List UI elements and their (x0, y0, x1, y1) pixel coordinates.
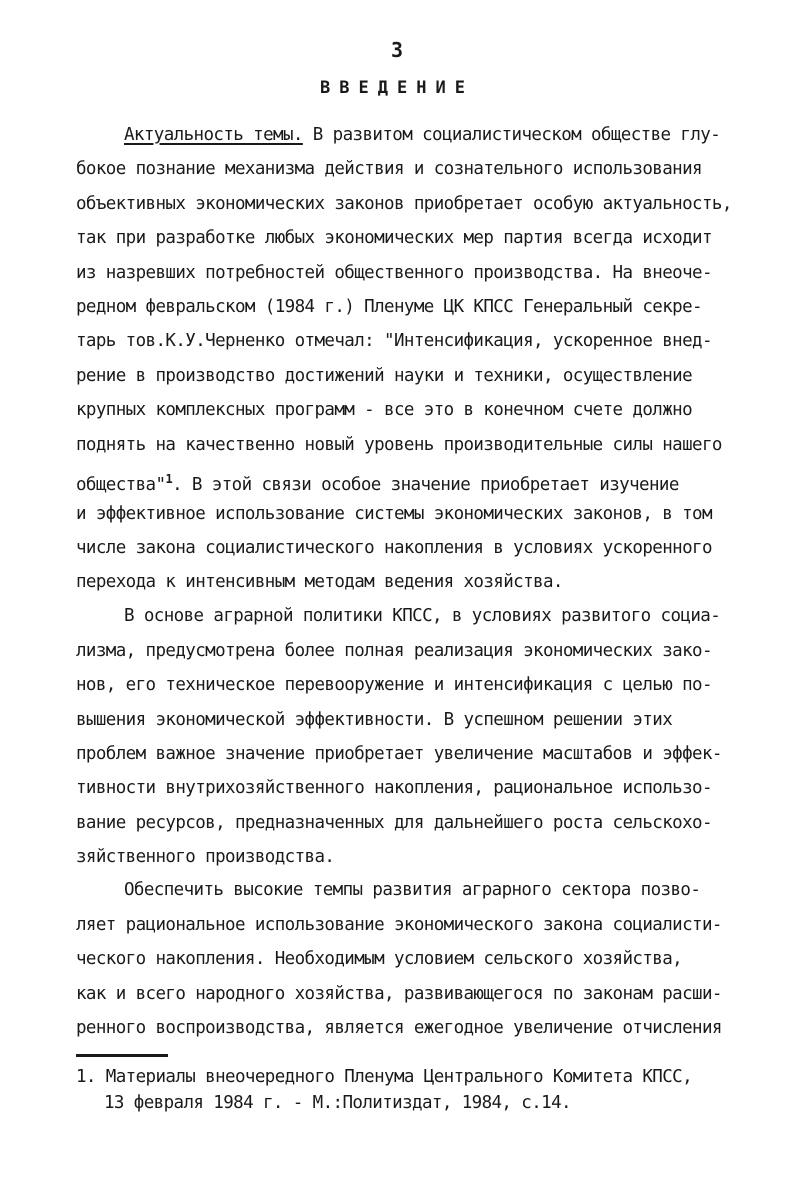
paragraph-3-line-1: Обеспечить высокие темпы развития аграрного сектора позво- (124, 880, 701, 900)
paragraph-3-line-4: как и всего народного хозяйства, развивающегося по законам расши- (76, 984, 722, 1004)
paragraph-1-line-13: числе закона социалистического накопления в условиях ускоренного (76, 538, 712, 558)
paragraph-1-line-1-text: В развитом социалистическом обществе глу- (302, 125, 721, 145)
paragraph-1-line-10: поднять на качественно новый уровень производительные силы нашего (76, 435, 722, 455)
paragraph-1-line-3: объективных экономических законов приобретает особую актуальность, (76, 194, 732, 214)
paragraph-1-line-2: бокое познание механизма действия и сознательного использования (76, 159, 702, 179)
paragraph-2-line-1: В основе аграрной политики КПСС, в условиях развитого социа- (124, 606, 721, 626)
footnote-line-1 (76, 1066, 692, 1088)
footnote-line-2: 13 февраля 1984 г. - М.:Политиздат, 1984, с.14. (104, 1093, 571, 1113)
paragraph-1-line-14: перехода к интенсивным методам ведения хозяйства. (76, 572, 563, 592)
footnote-reference: 1 (165, 472, 173, 486)
paragraph-1-line-5: из назревших потребностей общественного производства. На внеоче- (76, 263, 712, 283)
page-number: 3 (390, 38, 404, 62)
paragraph-3-line-3: ческого накопления. Необходимым условием сельского хозяйства, (76, 949, 683, 969)
paragraph-1-line-11 (76, 468, 679, 496)
paragraph-1-line-9: крупных комплексных программ - все это в конечном счете должно (76, 400, 693, 420)
topic-relevance-label: Актуальность темы. (124, 125, 303, 145)
paragraph-1-line-7: тарь тов.К.У.Черненко отмечал: "Интенсификация, ускоренное внед- (76, 331, 712, 351)
paragraph-1-line-11-text-a: общества" (76, 474, 166, 495)
paragraph-1-line-4: так при разработке любых экономических мер партия всегда исходит (76, 228, 712, 248)
paragraph-1-line-1 (124, 124, 720, 146)
paragraph-1-line-11-text-b: . В этой связи особое значение приобретает изучение (172, 474, 679, 495)
paragraph-3-line-2: ляет рациональное использование экономического закона социалисти- (76, 915, 722, 935)
paragraph-2-line-2: лизма, предусмотрена более полная реализация экономических зако- (76, 641, 712, 661)
paragraph-2-line-3: нов, его техническое перевооружение и интенсификация с целью по- (76, 675, 712, 695)
paragraph-1-line-6: редном февральском (1984 г.) Пленуме ЦК КПСС Генеральный секре- (76, 297, 702, 317)
footnote-separator (76, 1054, 168, 1057)
paragraph-2-line-5: проблем важное значение приобретает увеличение масштабов и эффек- (76, 744, 722, 764)
footnote-marker: 1. (76, 1067, 96, 1087)
paragraph-2-line-4: вышения экономической эффективности. В успешном решении этих (76, 710, 673, 730)
section-heading: ВВЕДЕНИЕ (320, 78, 474, 98)
paragraph-2-line-8: зяйственного производства. (76, 847, 335, 867)
paragraph-1-line-12: и эффективное использование системы экономических законов, в том (76, 504, 712, 524)
paragraph-2-line-6: тивности внутрихозяйственного накопления, рациональное использо- (76, 778, 712, 798)
paragraph-3-line-5: ренного воспроизводства, является ежегодное увеличение отчисления (76, 1018, 722, 1038)
paragraph-2-line-7: вание ресурсов, предназначенных для дальнейшего роста сельскохо- (76, 813, 712, 833)
footnote-line-1-text: Материалы внеочередного Пленума Центрального Комитета КПСС, (95, 1067, 693, 1087)
paragraph-1-line-8: рение в производство достижений науки и техники, осуществление (76, 366, 693, 386)
